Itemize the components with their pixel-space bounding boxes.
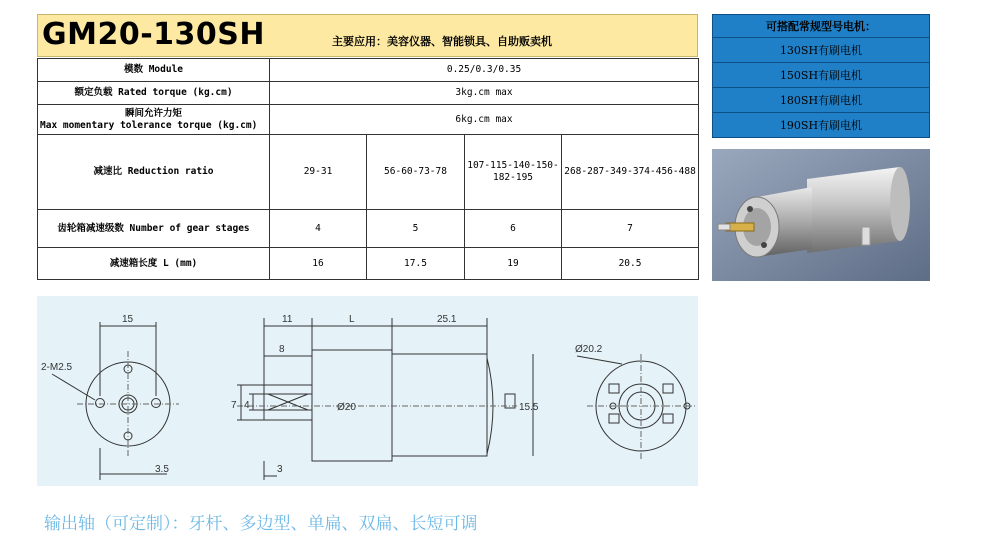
model-title: GM20-130SH bbox=[42, 17, 266, 52]
dim-15-5: 15.5 bbox=[519, 402, 539, 413]
applications-text: 主要应用：美容仪器、智能锁具、自助贩卖机 bbox=[332, 35, 552, 48]
motor-illustration bbox=[712, 149, 930, 281]
compatible-motors-panel bbox=[712, 14, 930, 138]
technical-drawing-svg bbox=[37, 296, 698, 486]
spec-table bbox=[37, 58, 699, 280]
table-row bbox=[38, 210, 699, 248]
gearbox-length-label: 减速箱长度 L (mm) bbox=[38, 248, 270, 280]
max-torque-value: 6kg.cm max bbox=[270, 105, 699, 135]
dim-L: L bbox=[349, 314, 355, 325]
gear-stages-label: 齿轮箱减速级数 Number of gear stages bbox=[38, 210, 270, 248]
dim-d20-2: Ø20.2 bbox=[575, 344, 603, 355]
table-row bbox=[38, 59, 699, 82]
gear-stages-cell: 4 bbox=[270, 210, 367, 248]
gearbox-length-cell: 17.5 bbox=[367, 248, 465, 280]
gearbox-length-cell: 16 bbox=[270, 248, 367, 280]
product-header bbox=[37, 14, 698, 57]
gear-stages-cell: 6 bbox=[465, 210, 562, 248]
motor-item: 190SH有刷电机 bbox=[712, 113, 930, 138]
gear-stages-cell: 7 bbox=[562, 210, 699, 248]
motor-item: 130SH有刷电机 bbox=[712, 38, 930, 63]
dim-25-1: 25.1 bbox=[437, 314, 457, 325]
dim-7: 7 bbox=[231, 400, 237, 411]
dim-4: 4 bbox=[244, 400, 250, 411]
motor-item: 180SH有刷电机 bbox=[712, 88, 930, 113]
reduction-ratio-label: 减速比 Reduction ratio bbox=[38, 135, 270, 210]
gearbox-length-cell: 20.5 bbox=[562, 248, 699, 280]
dim-8: 8 bbox=[279, 344, 285, 355]
table-row bbox=[38, 248, 699, 280]
dim-3: 3 bbox=[277, 464, 283, 475]
max-torque-label-cn: 瞬间允许力矩 bbox=[124, 107, 182, 119]
rated-torque-label: 额定负载 Rated torque (kg.cm) bbox=[38, 82, 270, 105]
dim-11: 11 bbox=[282, 314, 293, 325]
dim-d20: Ø20 bbox=[337, 402, 356, 413]
motor-item: 150SH有刷电机 bbox=[712, 63, 930, 88]
module-value: 0.25/0.3/0.35 bbox=[270, 59, 699, 82]
dim-3-5: 3.5 bbox=[155, 464, 169, 475]
max-torque-label bbox=[38, 105, 270, 135]
reduction-ratio-cell: 29-31 bbox=[270, 135, 367, 210]
dim-m25: 2-M2.5 bbox=[41, 362, 73, 373]
gear-stages-cell: 5 bbox=[367, 210, 465, 248]
table-row bbox=[38, 105, 699, 135]
table-row bbox=[38, 135, 699, 210]
reduction-ratio-cell: 268-287-349-374-456-488 bbox=[562, 135, 699, 210]
compatible-motors-title: 可搭配常规型号电机： bbox=[712, 14, 930, 38]
gearbox-length-cell: 19 bbox=[465, 248, 562, 280]
motor-photo bbox=[712, 149, 930, 281]
dimension-drawing bbox=[37, 296, 698, 486]
module-label: 模数 Module bbox=[38, 59, 270, 82]
reduction-ratio-cell: 107-115-140-150-182-195 bbox=[465, 135, 562, 210]
table-row bbox=[38, 82, 699, 105]
max-torque-label-en: Max momentary tolerance torque (kg.cm) bbox=[40, 119, 258, 131]
reduction-ratio-cell: 56-60-73-78 bbox=[367, 135, 465, 210]
output-shaft-note: 输出轴（可定制）：牙杆、多边型、单扁、双扁、长短可调 bbox=[44, 514, 478, 534]
rated-torque-value: 3kg.cm max bbox=[270, 82, 699, 105]
dim-15: 15 bbox=[122, 314, 134, 325]
